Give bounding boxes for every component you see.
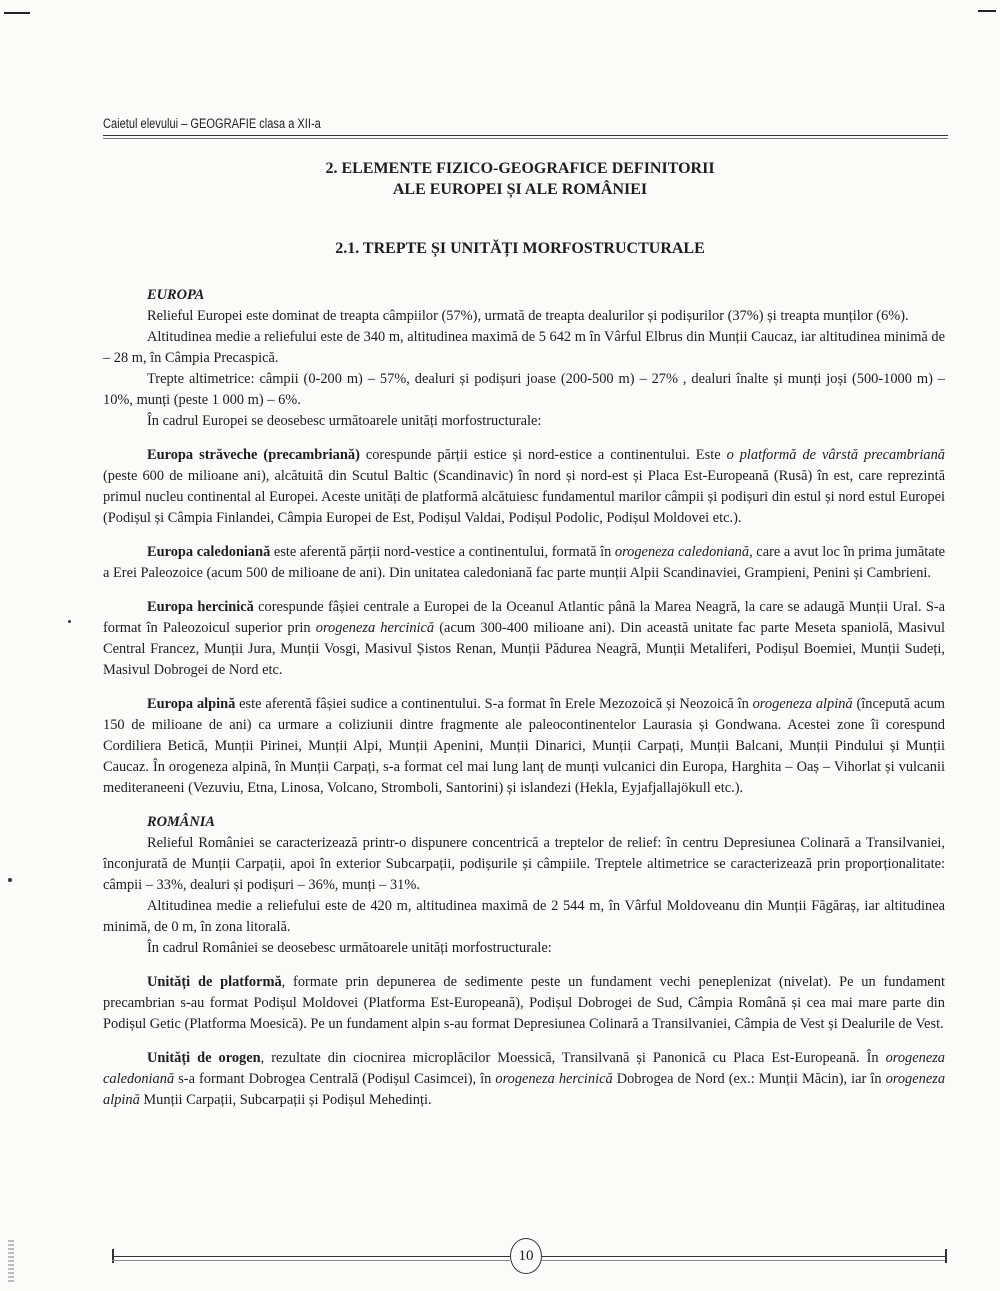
term: Unități de orogen (147, 1050, 261, 1066)
scan-dot (8, 878, 12, 882)
italic-term: orogeneza alpină (103, 1071, 946, 1108)
paragraph: Altitudinea medie a reliefului este de 340 m, altitudinea maximă de 5 642 m în Vârful Elbrus din Munții Caucaz, iar altitudinea minimă de – 28 m, în Câmpia Precaspică. (103, 329, 945, 366)
italic-term: orogeneza caledoniană, (614, 544, 753, 560)
footer-rule (540, 1256, 947, 1257)
term: Europa străveche (precambriană) (147, 447, 360, 463)
footer-rule-end (945, 1249, 947, 1263)
heading-romania: ROMÂNIA (147, 814, 215, 830)
italic-term: orogeneza caledoniană (103, 1050, 945, 1087)
paragraph: Altitudinea medie a reliefului este de 420 m, altitudinea maximă de 2 544 m, în Vârful Moldoveanu din Munții Făgăraș, iar altitudinea minimă, de 0 m, în zona litorală. (103, 898, 945, 935)
scan-margin-mark (8, 1240, 14, 1282)
footer-rule-thin (540, 1260, 947, 1261)
paragraph: Relieful Europei este dominat de treapta câmpiilor (57%), urmată de treapta dealurilor și podișurilor (37%) și treapta munților (6%). (147, 308, 909, 324)
paragraph-unitati-platforma: Unități de platformă, formate prin depunerea de sedimente peste un fundament vechi peneplenizat (nivelat). Pe un fundament precambrian s-au format Podișul Moldovei (Platforma Est-Europeană), Podișul Dobrogei de Sud, Câmpia Română și cea mai mare parte din Podișul Getic (Platforma Moesică). Pe un fundament alpin s-au format Depresiunea Colinară a Transilvaniei, Câmpia de Vest și Dealurile de Vest. (103, 974, 945, 1032)
italic-term: orogeneza hercinică (315, 620, 435, 636)
chapter-title-line2: ALE EUROPEI ȘI ALE ROMÂNIEI (392, 181, 648, 198)
paragraph-unitati-orogen: Unități de orogen, rezultate din ciocnirea microplăcilor Moessică, Transilvană și Panonică cu Placa Est-Europeană. În orogeneza caledoniană s-a formant Dobrogea Centrală (Podișul Casimcei), în orogeneza hercinică Dobrogea de Nord (ex.: Munții Măcin), iar în orogeneza alpină Munții Carpații, Subcarpații și Podișul Mehedinți. (103, 1050, 946, 1108)
footer-rule-thin (112, 1260, 510, 1261)
term: Europa caledoniană (147, 544, 271, 560)
footer-rule (112, 1256, 510, 1257)
header-rule (103, 135, 948, 136)
italic-term: o platformă de vârstă precambriană (726, 447, 946, 463)
chapter-title-line1: 2. ELEMENTE FIZICO-GEOGRAFICE DEFINITORII (325, 160, 715, 177)
paragraph-europa-hercinica: Europa hercinică corespunde fâșiei centrale a Europei de la Oceanul Atlantic până la Marea Neagră, la care se adaugă Munții Ural. S-a format în Paleozoicul superior prin orogeneza hercinică (acum 300-400 milioane ani). Din această unitate fac parte Meseta spaniolă, Masivul Central Francez, Munții Jura, Munții Vosgi, Masivul Șistos Renan, Munții Pădurea Neagră, Munții Metaliferi, Podișul Boemiei, Munții Sudeți, Masivul Dobrogei de Nord etc. (103, 599, 945, 678)
paragraph-europa-caledoniana: Europa caledoniană este aferentă părții nord-vestice a continentului, formată în orogeneza caledoniană, care a avut loc în prima jumătate a Erei Paleozoice (acum 500 de milioane de ani). Din unitatea caledoniană fac parte munții Alpii Scandinaviei, Grampieni, Penini și Cambrieni. (103, 544, 945, 581)
page-number: 10 (510, 1238, 542, 1274)
paragraph-europa-alpina: Europa alpină este aferentă fâșiei sudice a continentului. S-a format în Erele Mezozoică și Neozoică în orogeneza alpină (începută acum 150 de milioane de ani) ca urmare a coliziunii dintre fragmente ale paleocontinentelor Laurasia și Gondwana. Acestei zone îi corespund Cordiliera Betică, Munții Pirinei, Munții Alpi, Munții Apenini, Munții Dinarici, Munții Carpați, Munții Balcani, Munții Pindului și Munții Caucaz. În orogeneza alpină, în Munții Carpați, s-a format cel mai lung lanț de munți vulcanici din Europa, Harghita – Oaș – Vihorlat și vulcanii mediteraneeni (Vezuviu, Etna, Linosa, Volcano, Stromboli, Santorini) și islandezi (Hekla, Eyjafjallajökull etc.). (103, 696, 945, 796)
paragraph: În cadrul României se deosebesc următoarele unități morfostructurale: (147, 940, 552, 956)
term: Europa hercinică (147, 599, 254, 615)
running-head: Caietul elevului – GEOGRAFIE clasa a XII-a (103, 116, 321, 131)
scan-corner-mark (4, 12, 30, 14)
italic-term: orogeneza hercinică (495, 1071, 613, 1087)
scan-dot (68, 620, 71, 623)
paragraph-europa-stravche: Europa străveche (precambriană) corespunde părții estice și nord-estice a continentului. Este o platformă de vârstă precambriană (peste 600 de milioane ani), alcătuită din Scutul Baltic (Scandinavic) în nord și nord-est și Placa Est-Europeană (Rusă) în est, care reprezintă primul nucleu continental al Europei. Aceste unități de platformă alcătuiesc fundamentul marilor câmpii și podișuri din estul și nord estul Europei (Podișul și Câmpia Finlandei, Câmpia Europei de Est, Podișul Valdai, Podișul Podolic, Podișul Moldovei etc.). (103, 447, 946, 526)
paragraph: Relieful României se caracterizează printr-o dispunere concentrică a treptelor de relief: în centru Depresiunea Colinară a Transilvaniei, înconjurată de Munții Carpații, apoi în exterior Subcarpații, podișurile și câmpiile. Treptele altimetrice se caracterizează prin proporționalitate: câmpii – 33%, dealuri și podișuri – 36%, munți – 31%. (103, 835, 945, 893)
italic-term: orogeneza alpină (752, 696, 853, 712)
scan-corner-mark (978, 10, 996, 12)
section-title: 2.1. TREPTE ȘI UNITĂȚI MORFOSTRUCTURALE (335, 240, 705, 257)
chapter-title (240, 158, 800, 200)
paragraph: În cadrul Europei se deosebesc următoarele unități morfostructurale: (147, 413, 542, 429)
term: Europa alpină (147, 696, 236, 712)
header-rule-thin (103, 138, 948, 139)
heading-europa: EUROPA (147, 287, 205, 303)
body-text (103, 285, 945, 1111)
term: Unități de platformă (147, 974, 282, 990)
paragraph: Trepte altimetrice: câmpii (0-200 m) – 57%, dealuri și podișuri joase (200-500 m) – 27% , dealuri înalte și munți joși (500-1000 m) – 10%, munți (peste 1 000 m) – 6%. (103, 371, 945, 408)
